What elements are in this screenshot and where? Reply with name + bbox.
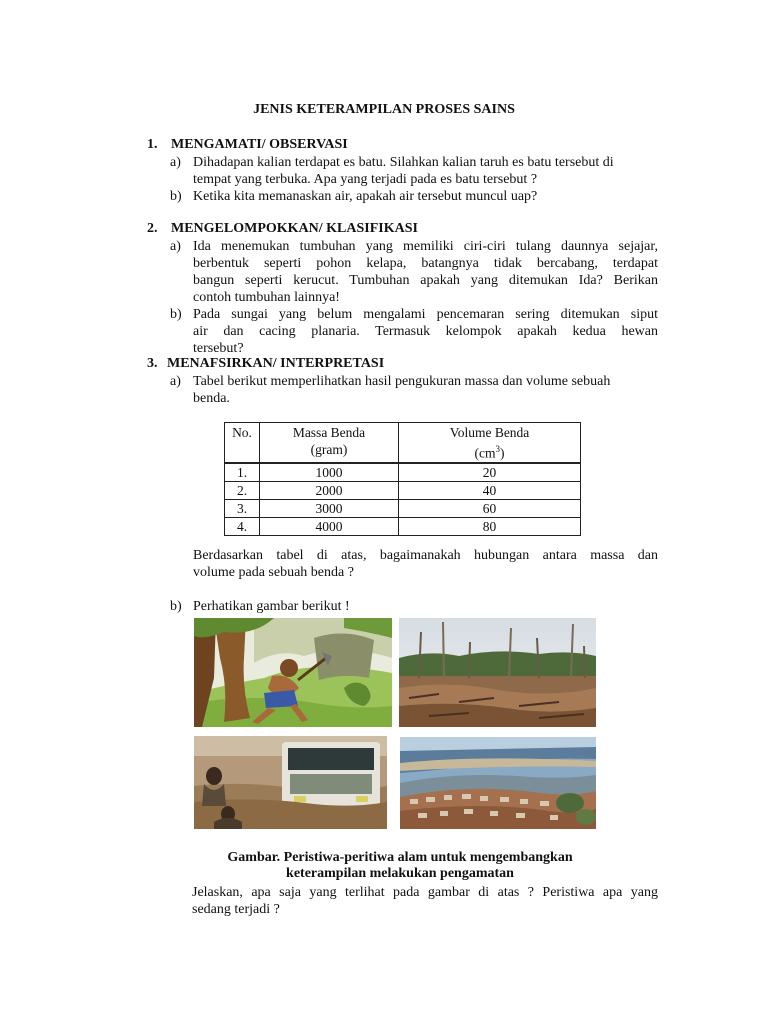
cell-volume: 20	[399, 463, 581, 482]
question-line: bangun seperti kerucut. Tumbuhan apakah yang ditemukan Ida? Berikan	[193, 273, 658, 288]
cell-volume: 60	[399, 499, 581, 517]
section-number: 1.	[147, 137, 158, 152]
photo-flooded-town	[400, 737, 596, 829]
question-line: Tabel berikut memperlihatkan hasil pengukuran massa dan volume sebuah	[193, 374, 611, 389]
question-line: Pada sungai yang belum mengalami pencemaran sering ditemukan siput	[193, 307, 658, 322]
cell-massa: 3000	[260, 499, 399, 517]
item-label: a)	[170, 155, 181, 170]
question-2a	[170, 238, 658, 306]
photo-flood-bus	[194, 736, 387, 829]
header-massa-line2: (gram)	[310, 442, 348, 457]
question-line: contoh tumbuhan lainnya!	[193, 290, 340, 305]
section-2-heading	[147, 221, 418, 237]
table-row	[225, 463, 581, 482]
question-3a	[170, 373, 658, 407]
question-line: benda.	[193, 391, 230, 406]
table-row	[225, 517, 581, 535]
cell-no: 3.	[225, 499, 260, 517]
question-line: air dan cacing planaria. Termasuk kelompok apakah kedua hewan	[193, 324, 658, 339]
section-title: MENAFSIRKAN/ INTERPRETASI	[167, 356, 385, 371]
question-line: Dihadapan kalian terdapat es batu. Silahkan kalian taruh es batu tersebut di	[193, 155, 614, 170]
question-line: Jelaskan, apa saja yang terlihat pada gambar di atas ? Peristiwa apa yang	[192, 885, 658, 900]
header-no: No.	[225, 423, 260, 463]
section-title: MENGELOMPOKKAN/ KLASIFIKASI	[171, 221, 418, 236]
cell-no: 2.	[225, 481, 260, 499]
figure-caption	[0, 850, 768, 882]
question-after-table	[193, 547, 658, 581]
table-row	[225, 499, 581, 517]
question-line: Perhatikan gambar berikut !	[193, 599, 350, 614]
flooded-town-photo	[400, 737, 596, 829]
cell-volume: 80	[399, 517, 581, 535]
question-1b	[170, 188, 658, 205]
caption-line: keterampilan melakukan pengamatan	[286, 866, 514, 881]
table-header-row	[225, 423, 581, 463]
cell-no: 1.	[225, 463, 260, 482]
item-label: a)	[170, 374, 181, 389]
section-1-heading	[147, 137, 348, 153]
unit-exponent: 3	[495, 444, 500, 454]
caption-line: Gambar. Peristiwa-peritiwa alam untuk mengembangkan	[227, 850, 573, 865]
header-volume-unit	[399, 441, 580, 462]
question-line: tersebut?	[193, 341, 244, 356]
photo-deforestation	[399, 618, 596, 727]
flood-bus-photo	[194, 736, 387, 829]
question-3b	[170, 598, 658, 615]
section-number: 3.	[147, 356, 158, 371]
final-question	[192, 884, 658, 918]
tree-cutting-illustration	[194, 618, 392, 727]
question-1a	[170, 154, 658, 188]
item-label: b)	[170, 189, 182, 204]
question-line: sedang terjadi ?	[192, 902, 280, 917]
cell-massa: 1000	[260, 463, 399, 482]
page-title: JENIS KETERAMPILAN PROSES SAINS	[253, 102, 515, 117]
photo-tree-cutting	[194, 618, 392, 727]
header-volume	[399, 423, 581, 463]
question-line: Berdasarkan tabel di atas, bagaimanakah hubungan antara massa dan	[193, 548, 658, 563]
item-label: b)	[170, 599, 182, 614]
header-massa-line1: Massa Benda	[292, 425, 366, 440]
header-massa	[260, 423, 399, 463]
question-line: tempat yang terbuka. Apa yang terjadi pada es batu tersebut ?	[193, 172, 538, 187]
question-line: volume pada sebuah benda ?	[193, 565, 354, 580]
unit-base: (cm	[474, 445, 496, 461]
item-label: a)	[170, 239, 181, 254]
section-3-heading	[147, 356, 384, 372]
cell-no: 4.	[225, 517, 260, 535]
section-title: MENGAMATI/ OBSERVASI	[171, 137, 348, 152]
header-volume-line1: Volume Benda	[449, 425, 530, 440]
question-line: Ketika kita memanaskan air, apakah air tersebut muncul uap?	[193, 189, 538, 204]
mass-volume-table	[224, 422, 581, 536]
unit-close: )	[500, 445, 505, 461]
section-number: 2.	[147, 221, 158, 236]
deforestation-photo	[399, 618, 596, 727]
table-row	[225, 481, 581, 499]
item-label: b)	[170, 307, 182, 322]
cell-massa: 4000	[260, 517, 399, 535]
cell-massa: 2000	[260, 481, 399, 499]
question-line: berbentuk seperti pohon kelapa, batangnya tidak bercabang, terdapat	[193, 256, 658, 271]
question-2b	[170, 306, 658, 357]
question-line: Ida menemukan tumbuhan yang memiliki ciri-ciri tulang daunnya sejajar,	[193, 239, 658, 254]
cell-volume: 40	[399, 481, 581, 499]
